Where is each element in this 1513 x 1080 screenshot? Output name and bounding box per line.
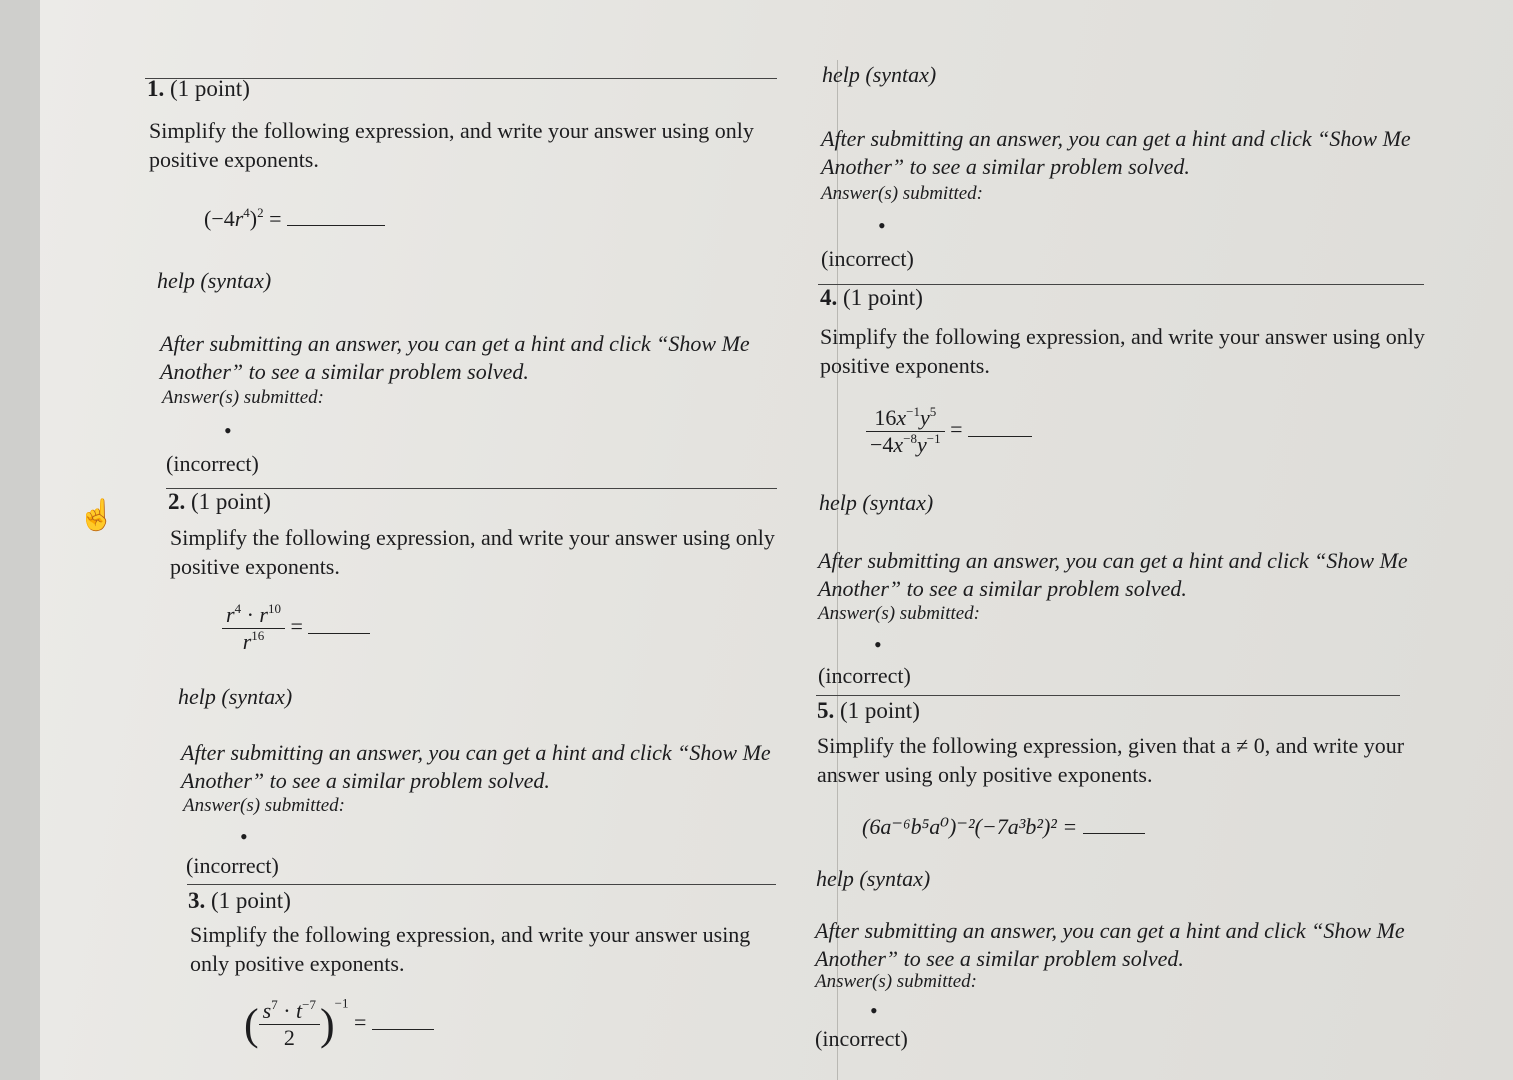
problem-1-help-link[interactable]: help (syntax) — [157, 268, 272, 293]
problem-4-fraction: $\frac{16x^{-1}y^5}{-4x^{-8}y^{-1}}$ — [866, 405, 945, 458]
problem-1-answer-bullet: • — [224, 418, 232, 443]
problem-2-help-link[interactable]: help (syntax) — [178, 684, 293, 709]
problem-2-expression: $\frac{r^4 \cdot r^{10}}{r^{16}}$ = — [222, 602, 370, 655]
worksheet-page — [40, 0, 1513, 1080]
problem-5-status: (incorrect) — [815, 1026, 908, 1051]
problem-1-status: (incorrect) — [166, 451, 259, 476]
problem-1-answer-blank[interactable] — [287, 207, 385, 226]
problem-5-heading — [817, 698, 920, 724]
problem-1-heading — [147, 76, 250, 102]
problem-2-status: (incorrect) — [186, 853, 279, 878]
problem-4-help-link[interactable]: help (syntax) — [819, 490, 934, 515]
problem-5-points: (1 point) — [840, 698, 920, 723]
problem-4-number: 4. — [820, 285, 838, 310]
problem-5-answer-blank[interactable] — [1083, 815, 1145, 834]
problem-4-submitted-label: Answer(s) submitted: — [818, 603, 981, 624]
problem-5-hint: After submitting an answer, you can get a hint and click “Show Me Another” to see a similar problem solved. — [815, 918, 1405, 971]
problem-5-submitted-label: Answer(s) submitted: — [815, 971, 978, 992]
problem-3-prompt: Simplify the following expression, and write your answer using only positive exponents. — [190, 922, 751, 976]
problem-2-number: 2. — [168, 489, 186, 514]
problem-1-prompt: Simplify the following expression, and write your answer using only positive exponents. — [149, 118, 754, 172]
prev-help-link[interactable]: help (syntax) — [822, 62, 937, 87]
problem-4-status: (incorrect) — [818, 663, 911, 688]
problem-5-answer-bullet: • — [870, 998, 878, 1023]
problem-2-submitted-label: Answer(s) submitted: — [183, 795, 346, 816]
problem-4-heading — [820, 285, 923, 311]
prev-status: (incorrect) — [821, 246, 914, 271]
problem-3-expression: ( $\frac{s^7 \cdot t^{-7}}{2}$ )$^{-1}$ = — [244, 998, 434, 1051]
problem-1-points: (1 point) — [170, 76, 250, 101]
problem-1-submitted-label: Answer(s) submitted: — [162, 387, 325, 408]
problem-1-expression: $(-4r^4)^2$ = — [204, 206, 385, 232]
pointer-hand-icon: ☝ — [78, 499, 116, 532]
problem-2-prompt: Simplify the following expression, and write your answer using only positive exponents. — [170, 525, 775, 579]
problem-4-hint: After submitting an answer, you can get a hint and click “Show Me Another” to see a similar problem solved. — [818, 548, 1408, 601]
problem-2-fraction: $\frac{r^4 \cdot r^{10}}{r^{16}}$ — [222, 602, 285, 655]
prev-answer-bullet: • — [878, 213, 886, 238]
problem-4-points: (1 point) — [843, 285, 923, 310]
problem-4-prompt: Simplify the following expression, and write your answer using only positive exponents. — [820, 324, 1425, 378]
problem-3-heading — [188, 888, 291, 914]
problem-2-answer-blank[interactable] — [308, 615, 370, 634]
problem-5-expression: (6a⁻⁶b⁵a⁰)⁻²(−7a³b²)² = — [862, 814, 1145, 840]
problem-2-points: (1 point) — [191, 489, 271, 514]
problem-4-expression: $\frac{16x^{-1}y^5}{-4x^{-8}y^{-1}}$ = — [866, 405, 1032, 458]
problem-3-fraction: $\frac{s^7 \cdot t^{-7}}{2}$ — [259, 998, 320, 1051]
problem-3-number: 3. — [188, 888, 206, 913]
problem-5-help-link[interactable]: help (syntax) — [816, 866, 931, 891]
problem-1-hint: After submitting an answer, you can get a hint and click “Show Me Another” to see a similar problem solved. — [160, 331, 750, 384]
problem-5-prompt: Simplify the following expression, given that a ≠ 0, and write your answer using only positive exponents. — [817, 733, 1405, 787]
problem-4-answer-bullet: • — [874, 632, 882, 657]
problem-4-answer-blank[interactable] — [968, 418, 1032, 437]
problem-2-hint: After submitting an answer, you can get a hint and click “Show Me Another” to see a similar problem solved. — [181, 740, 771, 793]
problem-1-number: 1. — [147, 76, 165, 101]
problem-5-number: 5. — [817, 698, 835, 723]
problem-2-answer-bullet: • — [240, 824, 248, 849]
problem-3-rule — [187, 884, 776, 885]
prev-hint: After submitting an answer, you can get a hint and click “Show Me Another” to see a similar problem solved. — [821, 126, 1411, 179]
problem-5-rule — [816, 695, 1400, 696]
prev-submitted-label: Answer(s) submitted: — [821, 183, 984, 204]
problem-3-answer-blank[interactable] — [372, 1011, 434, 1030]
problem-3-points: (1 point) — [211, 888, 291, 913]
problem-2-heading — [168, 489, 271, 515]
